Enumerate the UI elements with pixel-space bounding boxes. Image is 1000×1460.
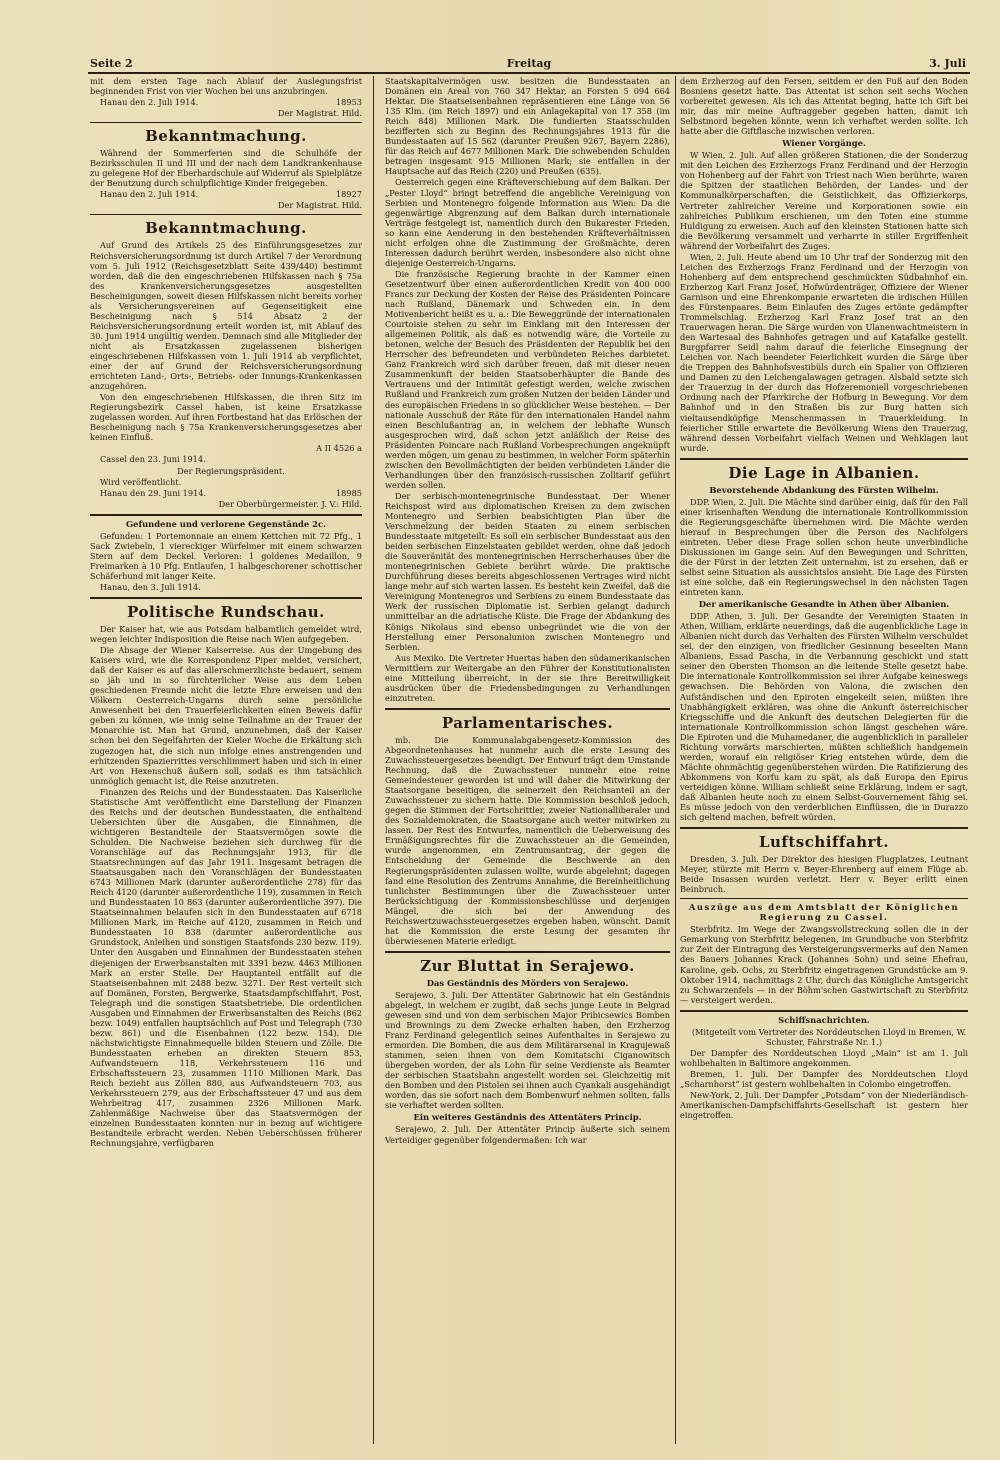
announcement-title: Bekanntmachung. bbox=[145, 219, 307, 238]
article-subtitle: Der amerikanische Gesandte in Athen über Albanien. bbox=[698, 599, 950, 610]
found-items-title: Gefundene und verlorene Gegenstände 2c. bbox=[126, 518, 326, 529]
article-subtitle: Das Geständnis des Mörders von Serajewo. bbox=[426, 977, 629, 988]
article-paragraph: Der Kaiser hat, wie aus Potsdam halbamtlich gemeldet wird, wegen leichter Indisposition die Reise nach Wien aufgegeben. bbox=[90, 623, 362, 645]
article-paragraph: Der serbisch-montenegrinische Bundesstaat. Der Wiener Reichspost wird aus diplomatischen Kreisen zu dem zwischen Montenegro und Serbien beabsichtigten Plan über die Verschmelzung der beiden Staaten zu einem serbischen Bundesstaate mitgeteilt: Es soll ein serbischer Bundesstaat aus den beiden serbischen Einzelstaaten gebildet werden, ohne daß jedoch die Souveränität des montenegrinischen Herrscherhauses über die montenegrinischen Gebiete berührt würde. Die praktische Durchführung dieses bereits abgeschlossenen Vertrages wird nicht lange mehr auf sich warten lassen. Es besteht kein Zweifel, daß die Vereinigung Montenegros und Serbiens zu einem Bundesstaate das Werk der russischen Diplomatie ist. Serbien gelangt dadurch unmittelbar an die adriatische Küste. Die Frage der Abdankung des Königs Nikolaus sind ebenso unbegründet wie die von der Herstellung einer Personalunion zwischen Montenegro und Serbien. bbox=[385, 490, 670, 652]
article-paragraph: dem Erzherzog auf den Fersen, seitdem er den Fuß auf den Boden Bosniens gesetzt hatte. Das Attentat ist schon seit sechs Wochen vorbereitet gewesen. Als ich das Attentat beging, hatte ich Gift bei mir, das mir meine Auftraggeber gegeben hatten, damit ich Selbstmord begehen könnte, wenn ich verhaftet werden sollte. Ich hatte aber die Giftflasche inzwischen verloren. bbox=[680, 76, 968, 137]
announcement-signature: Der Regierungspräsident. bbox=[177, 465, 285, 476]
divider bbox=[90, 514, 362, 516]
weekday: Freitag bbox=[506, 57, 552, 70]
article-paragraph: mb. Die Kommunalabgabengesetz-Kommission des Abgeordnetenhauses hat nunmehr auch die erste Lesung des Zuwachssteuergesetzes beendigt. Der Entwurf trägt dem Umstande Rechnung, daß die Zuwachssteuer nunmehr eine reine Gemeindesteuer geworden ist und will daher die Mitwirkung der Staatsorgane beseitigen, die seinerzeit den Reichsanteil an der Zuwachssteuer zu sichern hatte. Die Kommission beschloß jedoch, gegen die Stimmen der Fortschrittler, zweier Nationalliberaler und des Sozialdemokraten, die Staatsorgane auch weiter mitwirken zu lassen. Der Rest des Entwurfes, namentlich die Ueberweisung des Ermäßigungsrechtes für die Zuwachssteuer an die Gemeinden, wurde angenommen, ein Zentrumsantrag, der gegen die Entscheidung der Gemeinde die Beschwerde an den Regierungspräsidenten zulassen wollte, wurde abgelehnt; dagegen fand eine Resolution des Zentrums Annahme, die Bereinheitlichung tunlichster Bestimmungen über die Zuwachssteuer unter Berücksichtigung der Kommissionsbeschlüsse und derjenigen Mängel, die sich bei der Anwendung des Reichswertzuwachssteuergesetzes ergeben haben, wünscht. Damit hat die Kommission die erste Lesung der gesamten ihr überwiesenen Materie erledigt. bbox=[385, 734, 670, 946]
announcement-text: Von den eingeschriebenen Hilfskassen, die ihren Sitz im Regierungsbezirk Cassel haben, ist keine Ersatzkasse zugelassen worden. Auf ihren Fortbestand hat das Erlöschen der Bescheinigung nach § 75a Krankenversicherungsgesetzes aber keinen Einfluß. bbox=[90, 392, 362, 443]
found-items-date: Hanau, den 3. Juli 1914. bbox=[100, 581, 201, 592]
page-number: Seite 2 bbox=[90, 57, 133, 70]
column-2 bbox=[385, 76, 670, 1444]
announcement-publication: Wird veröffentlicht. bbox=[100, 476, 182, 487]
announcement-signature: Der Magistrat. Hild. bbox=[277, 200, 362, 211]
divider bbox=[680, 827, 968, 829]
article-subtitle: Ein weiteres Geständnis des Attentäters Princip. bbox=[413, 1112, 642, 1123]
article-paragraph: Finanzen des Reichs und der Bundesstaaten. Das Kaiserliche Statistische Amt veröffentlicht eine Darstellung der Finanzen des Reichs und der deutschen Bundesstaaten, die enthaltend Uebersichten über die Ausgaben, die Einnahmen, die wichtigeren Bestandteile der Staatsvermögen sowie die Schulden. Die Nachweise beziehen sich durchweg für die Voranschläge auf das Rechnungsjahr 1913, für die Staatsrechnungen auf das Jahr 1911. Insgesamt betragen die Staatsausgaben nach den Voranschlägen der Bundesstaaten 6743 Millionen Mark (darunter außerordentliche 278) für das Reich 4120 (darunter außerordentliche 119), zusammen in Reich und Bundesstaaten 10 863 (darunter außerordentliche 397). Die Staatseinnahmen belaufen sich in den Bundesstaaten auf 6718 Millionen Mark, im Reiche auf 4120, zusammen in Reich und Bundesstaaten 10 838 (darunter außerordentliche aus Grundstock, Anleihen und sonstigen Staatsfonds 230 bezw. 119). Unter den Ausgaben und Einnahmen der Bundesstaaten stehen diejenigen der Erwerbsanstalten mit 3391 bezw. 4463 Millionen Mark an erster Stelle. Der Hauptanteil entfällt auf die Staatseisenbahnen mit 2488 bezw. 3271. Der Rest verteilt sich auf Domänen, Forsten, Bergwerke, Staatsdampfschiffahrt, Post, Telegraph und die sonstigen Staatsbetriebe. Die ordentlichen Ausgaben und Einnahmen der Erwerbsanstalten des Reichs (862 bezw. 1049) entfallen hauptsächlich auf Post und Telegraph (730 bezw. 861) und die Eisenbahnen (122 bezw. 154). Die nächstwichtigste Einnahmequelle bilden Steuern und Zölle. Die Bundesstaaten erheben an direkten Steuern 853, Aufwandsteuern 118, Verkehrssteuern 116 und Erbschaftssteuern 23, zusammen 1110 Millionen Mark. Das Reich bezieht aus Zöllen 880, aus Aufwandsteuern 703, aus Verkehrssteuern 279, aus der Erbschaftssteuer 47 und aus dem Wehrbeitrag 417, zusammen 2326 Millionen Mark. Zahlenmäßige Nachweise über das Staatsvermögen der einzelnen Bundesstaaten konnten nur in bezug auf wichtigere Bestandteile erbracht werden. Neben Ueberschüssen früherer Rechnungsjahre, verfügbaren bbox=[90, 786, 362, 1149]
column-divider bbox=[675, 76, 676, 1444]
divider bbox=[385, 708, 670, 710]
column-3 bbox=[680, 76, 968, 1444]
announcement-text: Auf Grund des Artikels 25 des Einführungsgesetzes zur Reichsversicherungsordnung ist durch Artikel 7 der Verordnung vom 5. Juli 1912 (Reichsgesetzblatt Seite 439/440) bestimmt worden, daß die den eingeschriebenen Hilfskassen nach § 75a des Krankenversicherungsgesetzes ausgestellten Bescheinigungen, soweit diesen Hilfskassen nicht bereits vorher als Versicherungsvereinen auf Gegenseitigkeit eine Bescheinigung nach § 514 Absatz 2 der Reichsversicherungsordnung erteilt worden ist, mit Ablauf des 30. Juni 1914 ungültig werden. Demnach sind alle Mitglieder der nicht als Ersatzkassen zugelassenen bisherigen eingeschriebenen Hilfskassen vom 1. Juli 1914 ab verpflichtet, einer der auf Grund der Reichsversicherungsordnung errichteten Land-, Orts-, Betriebs- oder Innungs-Krankenkassen anzugehören. bbox=[90, 240, 362, 392]
announcement-date-line: Hanau den 29. Juni 1914. 18985 bbox=[100, 487, 362, 498]
article-paragraph: Serajewo, 3. Juli. Der Attentäter Gabrinowic hat ein Geständnis abgelegt, in welchem er zugibt, daß sechs junge Leute in Belgrad gewesen sind und von dem serbischen Major Pribicsewics Bomben und Brownings zu dem Zwecke erhalten haben, den Erzherzog Franz Ferdinand gelegentlich seines Aufenthaltes in Serajewo zu ermorden. Die Bomben, die aus dem Militärarsenal in Kragujewaß stammen, seien ihnen von dem Komitatschi Ciganowitsch übergeben worden, der als Lohn für seine Verdienste als Beamter der serbischen Staatsbahn angestellt worden sei. Gleichzeitig mit den Bomben und den Pistolen sei ihnen auch Cyankali ausgehändigt worden, das sie sofort nach dem Bombenwurf nehmen sollten, falls sie verhaftet werden sollten. bbox=[385, 989, 670, 1111]
divider bbox=[90, 214, 362, 215]
article-paragraph: DDP. Wien, 2. Juli. Die Mächte sind darüber einig, daß für den Fall einer krisenhaften Wendung die internationale Kontrollkommission die Regierungsgeschäfte übernehmen wird. Die Mächte werden hierauf in Besprechungen über die Person des Nachfolgers eintreten. Ueber diese Frage sollen schon heute unverbindliche Diskussionen im Gange sein. Auf den Bewegungen und Schritten, die der Fürst in der letzten Zeit unternahm, ist zu ersehen, daß er selbst seine Situation als aussichtslos ansieht. Die Lage des Fürsten ist eine solche, daß ein Regierungswechsel in den nächsten Tagen eintreten kann. bbox=[680, 496, 968, 598]
shipping-title: Schiffsnachrichten. bbox=[778, 1014, 870, 1025]
aviation-title: Luftschiffahrt. bbox=[758, 833, 890, 852]
article-paragraph: Der Dampfer des Norddeutschen Lloyd „Main“ ist am 1. Juli wohlbehalten in Baltimore angekommen. bbox=[680, 1047, 968, 1068]
article-paragraph: Serajewo, 2. Juli. Der Attentäter Princip äußerte sich seinem Verteidiger gegenüber folgendermaßen: Ich war bbox=[385, 1124, 670, 1145]
announcement-date-line: Hanau den 2. Juli 1914. 18927 bbox=[100, 189, 362, 200]
notice-intro: mit dem ersten Tage nach Ablauf der Auslegungsfrist beginnenden Frist von vier Wochen bei uns anzubringen. bbox=[90, 76, 362, 97]
column-1 bbox=[90, 76, 362, 1444]
found-items-text: Gefunden: 1 Portemonnaie an einem Kettchen mit 72 Pfg., 1 Sack Zwiebeln, 1 viereckiger Würfelmer mit einem schwarzen Stern auf dem Deckel. Verloren: 1 goldenes Medaillon, 9 Freimarken à 10 Pfg. Entlaufen, 1 halbgeschorener schottischer Schäferhund mit langer Keite. bbox=[90, 530, 362, 581]
article-paragraph: W Wien, 2. Juli. Auf allen größeren Stationen, die der Sonderzug mit den Leichen des Erzherzogs Franz Ferdinand und der Herzogin von Hohenberg auf der Fahrt von Triest nach Wien berührte, waren die Spitzen der staatlichen Behörden, der Landes- und der Kommunalkörperschaften, die Geistlichkeit, das Offizierkorps, Vertreter zahlreicher Vereine und Korporationen sowie ein zahlreiches Publikum erschienen, um den Toten eine stumme Huldigung zu erweisen. Auch auf den kleinsten Stationen hatte sich die Bevölkerung versammelt und verharrte in stiller Ergriffenheit während der Vorbeifahrt des Zuges. bbox=[680, 150, 968, 251]
article-paragraph: Bremen, 1. Juli. Der Dampfer des Norddeutschen Lloyd „Scharnhorst“ ist gestern wohlbehalten in Colombo eingetroffen. bbox=[680, 1068, 968, 1089]
divider bbox=[680, 898, 968, 899]
announcement-date: Cassel den 23. Juni 1914. bbox=[100, 454, 206, 465]
shipping-source: (Mitgeteilt vom Vertreter des Norddeutschen Lloyd in Bremen, W. Schuster, Fahrstraße Nr. 1.) bbox=[691, 1026, 967, 1047]
article-paragraph: DDP. Athen, 3. Juli. Der Gesandte der Vereinigten Staaten in Athen, William, erklärte neuerdings, daß die augenblickliche Lage in Albanien nicht durch das Verhalten des Fürsten Wilhelm verschuldet sei, der den einzigen, von friedlicher Gesinnung beseelten Mann Albaniens, Essad Pascha, in die Verbannung geschickt und statt seiner den Obersten Thomson an die leitende Stelle gesetzt habe. Die internationale Kontrollkommission sei ihrer Aufgabe keineswegs gewachsen. Die Behörden von Valona, die zwischen den Aufständischen und den Epiroten eingekeilt seien, müßten ihre Unabhängigkeit erklären, was ohne die Ankunft österreichischer Kriegsschiffe und die Ankunft des deutschen Delegierten für die internationale Kontrollkommission schon längst geschehen wäre. Die Epiroten und die Muhamedaner, die augenblicklich in paralleler Richtung vorwärts marschierten, müßten schließlich handgemein werden, worauf ein religiöser Krieg entstehen würde, dem die Mächte ohnmächtig gegenüberstehen würden. Die Ratifizierung des Abkommens von Korfu kam zu spät, als daß Europa den Epirus verteidigen könne. William schließt seine Erklärung, indem er sagt, daß Albanien heute noch zu einem Selbst-Gouvernement fähig sei. Es müsse jedoch von den verderblichen Einflüssen, die in Durazzo sich geltend machen, befreit würden. bbox=[680, 611, 968, 823]
article-paragraph: New-York, 2. Juli. Der Dampfer „Potsdam“ von der Niederländisch-Amerikanischen-Dampfschiffahrts-Gesellschaft ist gestern hier eingetroffen. bbox=[680, 1089, 968, 1121]
article-paragraph: Sterbfritz. Im Wege der Zwangsvollstreckung sollen die in der Gemarkung von Sterbfritz belegenen, im Grundbuche von Sterbfritz zur Zeit der Eintragung des Versteigerungsvermerks auf den Namen des Bauers Johannes Krack (Johannes Sohn) und seine Ehefrau, Karoline, geb. Ochs, zu Sterbfritz eingetragenen Grundstücke am 9. Oktober 1914, nachmittags 2 Uhr, durch das Königliche Amtsgericht zu Schwarzenfels — in der Böhm'schen Gastwirtschaft zu Sterbfritz — versteigert werden. bbox=[680, 924, 968, 1005]
article-paragraph: Die französische Regierung brachte in der Kammer einen Gesetzentwurf über einen außerordentlichen Kredit von 400 000 Francs zur Deckung der Kosten der Reise des Präsidenten Poincare nach Rußland, Dänemark und Schweden ein. In dem Motivenbericht heißt es u. a.: Die Beweggründe der internationalen Courtoisie stehen zu sehr im Einklang mit den Interessen der allgemeinen Politik, als daß es notwendig wäre, die Vorteile zu betonen, welche der Besuch des Präsidenten der Republik bei den Herrscher des befreundeten und verbündeten Reiches darbietet. Ganz Frankreich wird sich darüber freuen, daß mit dieser neuen Zusammenkunft der beiden Staatsoberhäupter die Bande des Vertrauens und der Intimität gefestigt werden, welche zwischen Rußland und Frankreich zum großen Nutzen der beiden Länder und des europäischen Friedens in so glücklicher Weise bestehen. — Der nationale Ausschuß der Räte für den internationalen Handel nahm einen Beschlußantrag an, in welchem der lebhafte Wunsch ausgesprochen wird, daß schon jetzt anläßlich der Reise des Präsidenten Poincare nach Rußland Vorbesprechungen angeknüpft werden mögen, um genau zu bestimmen, in welcher Form späterhin zwischen den Bevollmächtigten der beiden verbündeten Länder die Verhandlungen über den französisch-russischen Zolltarif geführt werden sollen. bbox=[385, 268, 670, 490]
notice-date-line: Hanau den 2. Juli 1914. 18953 bbox=[100, 97, 362, 108]
article-subtitle: Wiener Vorgänge. bbox=[782, 138, 866, 149]
article-paragraph: Aus Mexiko. Die Vertreter Huertas haben den südamerikanischen Vermittlern zur Weitergabe an den Führer der Konstitutionalisten eine Mitteilung überreicht, in der sie ihre Bereitwilligkeit ausdrücken über die Friedensbedingungen zu Verhandlungen einzutreten. bbox=[385, 652, 670, 703]
announcement-signature: Der Oberbürgermeister. J. V.: Hild. bbox=[218, 498, 362, 509]
divider bbox=[385, 951, 670, 953]
article-paragraph: Staatskapitalvermögen usw. besitzen die Bundesstaaten an Domänen ein Areal von 760 347 Hektar, an Forsten 5 094 664 Hektar. Die Staatseisenbahnen repräsentieren eine Länge von 56 135 Klm. (im Reich 1897) und ein Anlagekapital von 17 358 (im Reich 848) Millionen Mark. Die fundierten Staatsschulden bezifferten sich zu Beginn des Rechnungsjahres 1913 für die Bundesstaaten auf 15 562 (darunter Preußen 9267, Bayern 2286), für das Reich auf 4677 Millionen Mark. Die schwebenden Schulden betragen insgesamt 915 Millionen Mark; sie entfallen in der Hauptsache auf das Reich (220) und Preußen (635). bbox=[385, 76, 670, 177]
issue-date: 3. Juli bbox=[929, 57, 966, 70]
divider bbox=[680, 1010, 968, 1012]
announcement-text: Während der Sommerferien sind die Schulhöfe der Bezirksschulen II und III und der nach dem Landkrankenhause zu gelegene Hof der Eberhardschule auf Widerruf als Spielplätze der Benutzung durch schulpflichtige Kinder freigegeben. bbox=[90, 148, 362, 189]
column-divider bbox=[373, 76, 374, 1444]
sarajevo-title: Zur Bluttat in Serajewo. bbox=[420, 956, 635, 975]
notice-signature: Der Magistrat. Hild. bbox=[277, 108, 362, 119]
page-header bbox=[88, 56, 970, 74]
parliament-title: Parlamentarisches. bbox=[441, 713, 614, 732]
gazette-title: Auszüge aus dem Amtsblatt der Königlichen Regierung zu Cassel. bbox=[688, 902, 960, 923]
article-paragraph: Wien, 2. Juli. Heute abend um 10 Uhr traf der Sonderzug mit den Leichen des Erzherzogs Franz Ferdinand und der Herzogin von Hohenberg auf dem entsprechend geschmückten Südbahnhof ein. Erzherzog Karl Franz Josef, Hofwürdenträger, Offiziere der Wiener Garnison und eine Ehrenkompanie erwarteten die irdischen Hüllen des Fürstenpaares. Beim Einlaufen des Zuges ertönte gedämpfter Trommelschlag. Erzherzog Karl Franz Josef trat an den Trauerwagen heran. Die Särge wurden von Ulanenwachtmeistern in den Wartesaal des Bahnhofes getragen und auf Katafalke gestellt. Burgpfarrer Seidl nahm darauf die feierliche Einsegnung der Leichen vor. Nach beendeter Feierlichkeit wurden die Särge über die Treppen des Bahnhofsvestibüls durch ein Spalier von Offizieren und Damen zu den Leichengalawagen getragen. Alsbald setzte sich der Trauerzug in der durch das Hofzeremoniell vorgeschriebenen Ordnung nach der Pfarrkirche der Hofburg in Bewegung. Vor dem Bahnhof und in den Straßen bis zur Burg hatten sich vieltausendköpfige Menschenmassen in Trauerkleidung. In feierlicher Stille erwartete die Bevölkerung Wiens den Trauerzug, während dessen Vorbeifahrt vielfach Weinen und Wehklagen laut wurde. bbox=[680, 251, 968, 453]
divider bbox=[90, 122, 362, 123]
albania-title: Die Lage in Albanien. bbox=[728, 463, 920, 482]
announcement-title: Bekanntmachung. bbox=[145, 127, 307, 146]
politics-title: Politische Rundschau. bbox=[127, 602, 325, 621]
announcement-reference: A II 4526 a bbox=[316, 443, 362, 454]
article-paragraph: Oesterreich gegen eine Kräfteverschiebung auf dem Balkan. Der „Pester Lloyd“ bringt betreffend die angebliche Vereinigung von Serbien und Montenegro folgende Information aus Wien: Da die gegenwärtige Abgrenzung auf dem Balkan durch internationale Verträge festgelegt ist, namentlich durch den Bukarester Frieden, so kann eine Aenderung in den bestehenden Kräfteverhältnissen nicht erfolgen ohne die Zustimmung der Großmächte, deren Interessen dadurch berührt werden, insbesondere also nicht ohne diejenige Oesterreich-Ungarns. bbox=[385, 177, 670, 268]
article-paragraph: Die Absage der Wiener Kaiserreise. Aus der Umgebung des Kaisers wird, wie die Korrespondenz Piper meldet, versichert, daß der Kaiser es auf das allerschmerzlichste bedauert, seinem so jäh und in so fürchterlicher Weise aus dem Leben geschiedenen Freunde nicht die letzte Ehre erweisen und den Völkern Oesterreich-Ungarns durch seine persönliche Anwesenheit bei den Trauerfeierlichkeiten einen Beweis dafür geben zu können, wie innig seine Teilnahme an der Trauer der Monarchie ist. Man hat Grund, anzunehmen, daß der Kaiser schon bei den Segelfahrten der Kieler Woche die Erkältung sich zugezogen hat, die sich nun infolge eines anstrengenden und erhitzenden Spazierrittes verschlimmert haben und sich in einer Art von Hexenschuß äußern soll, sodaß es ihm tatsächlich unmöglich gemacht ist, die Reise anzutreten. bbox=[90, 645, 362, 786]
divider bbox=[680, 458, 968, 460]
divider bbox=[90, 597, 362, 599]
article-paragraph: Dresden, 3. Juli. Der Direktor des hiesigen Flugplatzes, Leutnant Meyer, stürzte mit Herrn v. Beyer-Ehrenberg auf einem Flüge ab. Beide Insassen wurden verletzt. Herr v. Beyer erlitt einen Beinbruch. bbox=[680, 854, 968, 895]
article-subtitle: Bevorstehende Abdankung des Fürsten Wilhelm. bbox=[709, 484, 939, 495]
